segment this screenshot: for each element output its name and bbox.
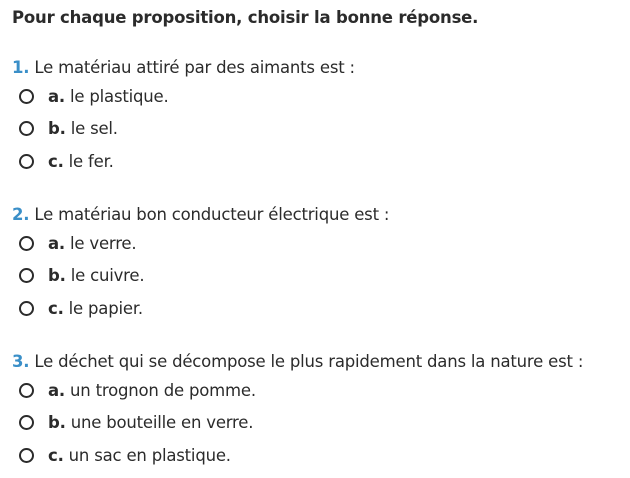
question-text: Le matériau attiré par des aimants est :	[34, 58, 355, 77]
radio-button[interactable]	[19, 236, 34, 251]
option-text: le fer.	[68, 151, 114, 171]
option-text: le sel.	[70, 119, 118, 139]
radio-button[interactable]	[19, 89, 34, 104]
radio-button[interactable]	[19, 121, 34, 136]
question-prompt	[12, 350, 622, 374]
question-number: 3.	[12, 352, 30, 371]
question-number: 2.	[12, 205, 30, 224]
option-3b[interactable]	[12, 407, 622, 440]
option-1b[interactable]	[12, 113, 622, 146]
radio-button[interactable]	[19, 154, 34, 169]
radio-button[interactable]	[19, 415, 34, 430]
options-list	[12, 374, 622, 472]
question-number: 1.	[12, 58, 30, 77]
option-text: un sac en plastique.	[68, 445, 231, 465]
option-2a[interactable]	[12, 227, 622, 260]
option-3a[interactable]	[12, 374, 622, 407]
option-text: le papier.	[68, 298, 143, 318]
radio-button[interactable]	[19, 301, 34, 316]
option-letter: a.	[48, 233, 66, 253]
option-text: une bouteille en verre.	[70, 413, 254, 433]
option-2c[interactable]	[12, 292, 622, 325]
options-list	[12, 80, 622, 178]
question-text: Le déchet qui se décompose le plus rapidement dans la nature est :	[34, 352, 584, 371]
option-text: le verre.	[70, 233, 137, 253]
question-3	[12, 350, 622, 472]
question-prompt	[12, 203, 622, 227]
question-2	[12, 203, 622, 325]
radio-button[interactable]	[19, 383, 34, 398]
option-letter: a.	[48, 380, 66, 400]
option-letter: b.	[48, 413, 66, 433]
question-prompt	[12, 56, 622, 80]
option-text: le plastique.	[70, 86, 169, 106]
option-letter: b.	[48, 119, 66, 139]
option-1a[interactable]	[12, 80, 622, 113]
instruction-heading: Pour chaque proposition, choisir la bonne réponse.	[12, 8, 479, 27]
option-letter: b.	[48, 266, 66, 286]
radio-button[interactable]	[19, 268, 34, 283]
question-1	[12, 56, 622, 178]
option-2b[interactable]	[12, 260, 622, 293]
option-text: un trognon de pomme.	[70, 380, 256, 400]
question-text: Le matériau bon conducteur électrique est :	[34, 205, 390, 224]
option-3c[interactable]	[12, 439, 622, 472]
option-text: le cuivre.	[70, 266, 145, 286]
option-letter: c.	[48, 151, 64, 171]
option-letter: c.	[48, 445, 64, 465]
radio-button[interactable]	[19, 448, 34, 463]
option-letter: a.	[48, 86, 66, 106]
options-list	[12, 227, 622, 325]
option-1c[interactable]	[12, 145, 622, 178]
option-letter: c.	[48, 298, 64, 318]
